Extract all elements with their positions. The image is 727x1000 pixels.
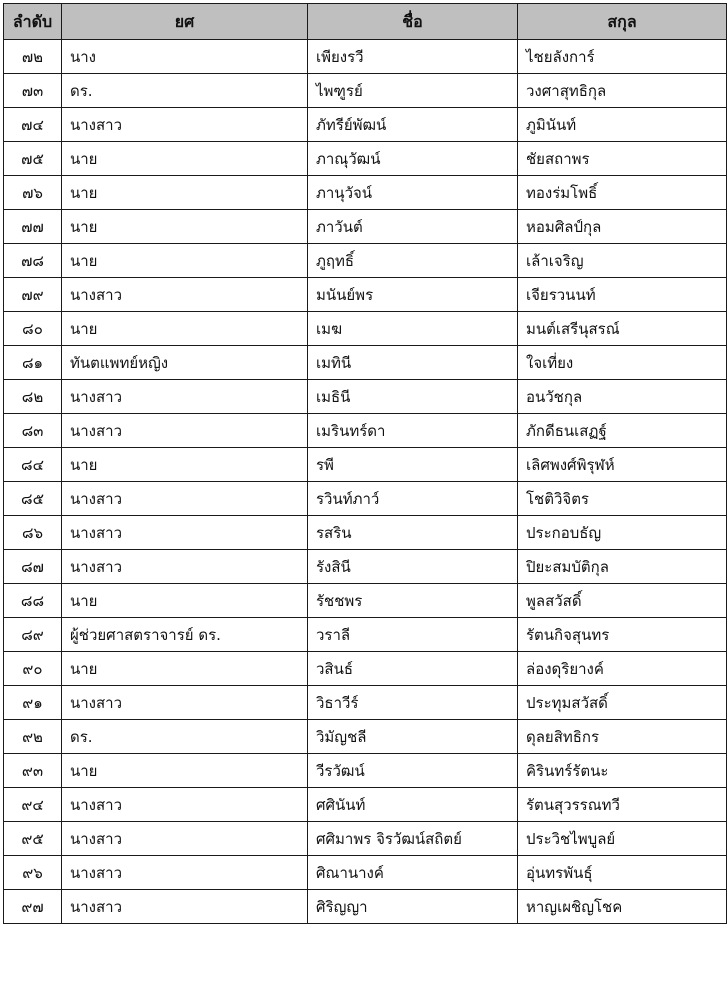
roster-table-header xyxy=(4,4,727,40)
last-name-cell: ดุลยสิทธิกร xyxy=(518,720,727,754)
table-row xyxy=(4,516,727,550)
order-number-cell: ๗๙ xyxy=(4,278,62,312)
first-name-cell: วสินธ์ xyxy=(308,652,518,686)
table-row xyxy=(4,448,727,482)
first-name-cell: มนันย์พร xyxy=(308,278,518,312)
order-number-cell: ๘๙ xyxy=(4,618,62,652)
first-name-cell: ภาณุวัฒน์ xyxy=(308,142,518,176)
order-number-cell: ๘๖ xyxy=(4,516,62,550)
order-number-cell: ๙๗ xyxy=(4,890,62,924)
first-name-cell: วราลี xyxy=(308,618,518,652)
roster-table xyxy=(3,3,727,924)
title-cell: ดร. xyxy=(62,720,308,754)
last-name-cell: อุ่นทรพันธุ์ xyxy=(518,856,727,890)
title-cell: นาย xyxy=(62,244,308,278)
last-name-cell: หอมศิลป์กุล xyxy=(518,210,727,244)
title-cell: นาย xyxy=(62,210,308,244)
order-number-cell: ๙๕ xyxy=(4,822,62,856)
last-name-cell: ประทุมสวัสดิ์ xyxy=(518,686,727,720)
order-number-cell: ๗๗ xyxy=(4,210,62,244)
order-number-cell: ๘๒ xyxy=(4,380,62,414)
header-order-number: ลำดับ xyxy=(4,4,62,40)
first-name-cell: ภาวันต์ xyxy=(308,210,518,244)
header-row xyxy=(4,4,727,40)
table-row xyxy=(4,142,727,176)
table-row xyxy=(4,686,727,720)
last-name-cell: ภูมินันท์ xyxy=(518,108,727,142)
first-name-cell: ภูฤทธิ์ xyxy=(308,244,518,278)
last-name-cell: วงศาสุทธิกุล xyxy=(518,74,727,108)
order-number-cell: ๙๓ xyxy=(4,754,62,788)
table-row xyxy=(4,278,727,312)
title-cell: นาย xyxy=(62,448,308,482)
last-name-cell: รัตนกิจสุนทร xyxy=(518,618,727,652)
title-cell: นางสาว xyxy=(62,108,308,142)
first-name-cell: เมฆ xyxy=(308,312,518,346)
last-name-cell: ใจเที่ยง xyxy=(518,346,727,380)
first-name-cell: ศิณานางค์ xyxy=(308,856,518,890)
table-row xyxy=(4,176,727,210)
first-name-cell: เมธินี xyxy=(308,380,518,414)
last-name-cell: ภักดีธนเสฏฐ์ xyxy=(518,414,727,448)
first-name-cell: เมรินทร์ดา xyxy=(308,414,518,448)
title-cell: นางสาว xyxy=(62,788,308,822)
title-cell: นาย xyxy=(62,584,308,618)
last-name-cell: มนต์เสรีนุสรณ์ xyxy=(518,312,727,346)
order-number-cell: ๗๔ xyxy=(4,108,62,142)
order-number-cell: ๘๐ xyxy=(4,312,62,346)
last-name-cell: ไชยลังการ์ xyxy=(518,40,727,74)
last-name-cell: พูลสวัสดิ์ xyxy=(518,584,727,618)
title-cell: นางสาว xyxy=(62,278,308,312)
table-row xyxy=(4,414,727,448)
last-name-cell: ประกอบธัญ xyxy=(518,516,727,550)
first-name-cell: ภานุวัจน์ xyxy=(308,176,518,210)
last-name-cell: ชัยสถาพร xyxy=(518,142,727,176)
order-number-cell: ๘๓ xyxy=(4,414,62,448)
first-name-cell: ศศิมาพร จิรวัฒน์สถิตย์ xyxy=(308,822,518,856)
table-row xyxy=(4,74,727,108)
title-cell: นางสาว xyxy=(62,822,308,856)
last-name-cell: เจียรวนนท์ xyxy=(518,278,727,312)
table-row xyxy=(4,210,727,244)
title-cell: นางสาว xyxy=(62,482,308,516)
order-number-cell: ๗๖ xyxy=(4,176,62,210)
title-cell: นางสาว xyxy=(62,414,308,448)
table-row xyxy=(4,856,727,890)
header-first-name: ชื่อ xyxy=(308,4,518,40)
order-number-cell: ๗๒ xyxy=(4,40,62,74)
last-name-cell: ปิยะสมบัติกุล xyxy=(518,550,727,584)
last-name-cell: เล้าเจริญ xyxy=(518,244,727,278)
title-cell: นาย xyxy=(62,754,308,788)
title-cell: นาง xyxy=(62,40,308,74)
first-name-cell: วิมัญชลี xyxy=(308,720,518,754)
order-number-cell: ๙๐ xyxy=(4,652,62,686)
first-name-cell: ไพฑูรย์ xyxy=(308,74,518,108)
table-row xyxy=(4,822,727,856)
table-row xyxy=(4,720,727,754)
title-cell: นาย xyxy=(62,652,308,686)
first-name-cell: วิธาวีร์ xyxy=(308,686,518,720)
first-name-cell: ศศินันท์ xyxy=(308,788,518,822)
title-cell: นางสาว xyxy=(62,890,308,924)
last-name-cell: ประวิชไพบูลย์ xyxy=(518,822,727,856)
table-row xyxy=(4,482,727,516)
last-name-cell: คิรินทร์รัตนะ xyxy=(518,754,727,788)
title-cell: ดร. xyxy=(62,74,308,108)
table-row xyxy=(4,652,727,686)
first-name-cell: ภัทรีย์พัฒน์ xyxy=(308,108,518,142)
last-name-cell: โชติวิจิตร xyxy=(518,482,727,516)
table-row xyxy=(4,754,727,788)
first-name-cell: เมทินี xyxy=(308,346,518,380)
title-cell: ผู้ช่วยศาสตราจารย์ ดร. xyxy=(62,618,308,652)
table-row xyxy=(4,346,727,380)
table-row xyxy=(4,584,727,618)
order-number-cell: ๘๗ xyxy=(4,550,62,584)
table-row xyxy=(4,550,727,584)
table-row xyxy=(4,244,727,278)
last-name-cell: รัตนสุวรรณทวี xyxy=(518,788,727,822)
last-name-cell: ทองร่มโพธิ์ xyxy=(518,176,727,210)
last-name-cell: ล่องดุริยางค์ xyxy=(518,652,727,686)
title-cell: นาย xyxy=(62,142,308,176)
table-row xyxy=(4,108,727,142)
order-number-cell: ๘๕ xyxy=(4,482,62,516)
title-cell: นางสาว xyxy=(62,380,308,414)
order-number-cell: ๘๘ xyxy=(4,584,62,618)
title-cell: นาย xyxy=(62,176,308,210)
order-number-cell: ๘๑ xyxy=(4,346,62,380)
order-number-cell: ๙๑ xyxy=(4,686,62,720)
order-number-cell: ๗๕ xyxy=(4,142,62,176)
title-cell: นางสาว xyxy=(62,686,308,720)
roster-table-body xyxy=(4,40,727,924)
order-number-cell: ๘๔ xyxy=(4,448,62,482)
table-row xyxy=(4,40,727,74)
table-row xyxy=(4,380,727,414)
first-name-cell: ศิริญญา xyxy=(308,890,518,924)
first-name-cell: วีรวัฒน์ xyxy=(308,754,518,788)
header-title: ยศ xyxy=(62,4,308,40)
last-name-cell: เลิศพงศ์พิรุฬห์ xyxy=(518,448,727,482)
first-name-cell: เพียงรวี xyxy=(308,40,518,74)
table-row xyxy=(4,788,727,822)
order-number-cell: ๙๒ xyxy=(4,720,62,754)
table-row xyxy=(4,618,727,652)
last-name-cell: หาญเผชิญโชค xyxy=(518,890,727,924)
first-name-cell: รวินท์ภาว์ xyxy=(308,482,518,516)
table-row xyxy=(4,890,727,924)
order-number-cell: ๗๓ xyxy=(4,74,62,108)
last-name-cell: อนวัชกุล xyxy=(518,380,727,414)
title-cell: ทันตแพทย์หญิง xyxy=(62,346,308,380)
title-cell: นางสาว xyxy=(62,550,308,584)
first-name-cell: รัชชพร xyxy=(308,584,518,618)
header-last-name: สกุล xyxy=(518,4,727,40)
first-name-cell: รพี xyxy=(308,448,518,482)
order-number-cell: ๗๘ xyxy=(4,244,62,278)
first-name-cell: รังสินี xyxy=(308,550,518,584)
first-name-cell: รสริน xyxy=(308,516,518,550)
title-cell: นาย xyxy=(62,312,308,346)
order-number-cell: ๙๔ xyxy=(4,788,62,822)
order-number-cell: ๙๖ xyxy=(4,856,62,890)
title-cell: นางสาว xyxy=(62,516,308,550)
table-row xyxy=(4,312,727,346)
title-cell: นางสาว xyxy=(62,856,308,890)
